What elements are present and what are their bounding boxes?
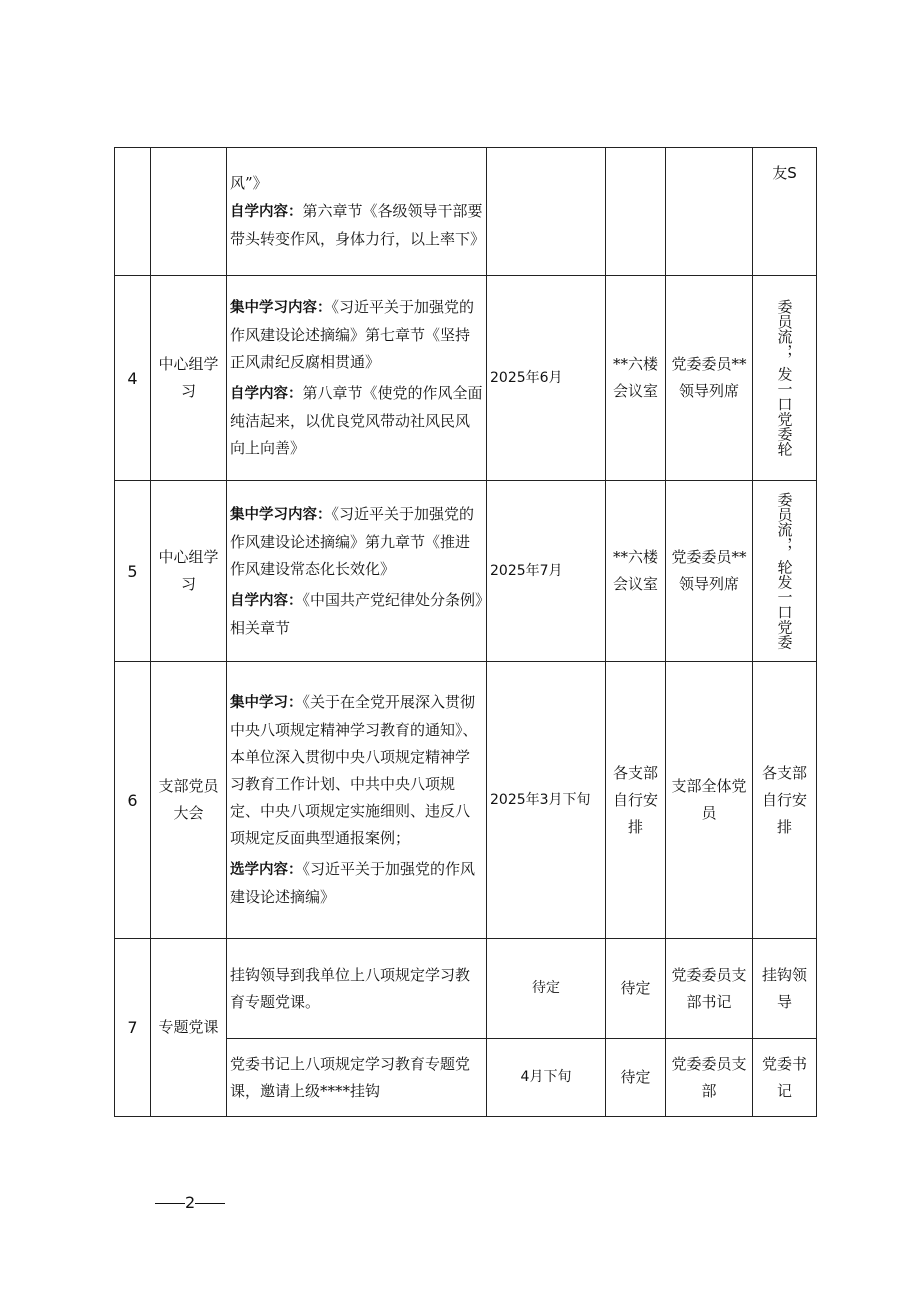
row-participants: 支部全体党员 (666, 662, 753, 939)
content-block: 自学内容：第六章节《各级领导干部要带头转变作风，身体力行，以上率下》 (230, 202, 486, 248)
row-participants: 党委委员支部 (666, 1039, 753, 1117)
row-content: 挂钩领导到我单位上八项规定学习教育专题党课。 (227, 939, 487, 1039)
table-row (115, 481, 817, 662)
row-number: 5 (115, 481, 151, 662)
content-block: 集中学习内容：《习近平关于加强党的作风建设论述摘编》第九章节《推进作风建设常态化长效化》 (230, 504, 475, 578)
row-participants: 党委委员**领导列席 (666, 276, 753, 481)
row-content (227, 148, 487, 276)
row-content: 党委书记上八项规定学习教育专题党课，邀请上级****挂钩 (227, 1039, 487, 1117)
row-place: **六楼会议室 (606, 481, 666, 662)
row-type: 中心组学习 (151, 481, 227, 662)
table-row (115, 276, 817, 481)
row-date: 2025年3月下旬 (487, 662, 606, 939)
page-footer (155, 1193, 225, 1212)
row-participants (666, 148, 753, 276)
content-block: 集中学习：《关于在全党开展深入贯彻中央八项规定精神学习教育的通知》、本单位深入贯彻中央八项规定精神学习教育工作计划、中共中央八项规定、中央八项规定实施细则、违反八项规定反面典型通报案例； (230, 693, 478, 847)
row-date (487, 148, 606, 276)
row-type (151, 148, 227, 276)
page-number: 2 (185, 1193, 196, 1212)
row-place: **六楼会议室 (606, 276, 666, 481)
footer-dash-right (195, 1203, 225, 1204)
row-participants: 党委委员**领导列席 (666, 481, 753, 662)
table-row (115, 148, 817, 276)
footer-dash-left (155, 1203, 185, 1204)
row-content (227, 662, 487, 939)
row-note (753, 276, 817, 481)
row-date: 2025年7月 (487, 481, 606, 662)
row-place: 待定 (606, 1039, 666, 1117)
row-content (227, 276, 487, 481)
row-note: 党委书记 (753, 1039, 817, 1117)
content-block: 自学内容：《中国共产党纪律处分条例》相关章节 (230, 590, 483, 637)
content-block: 选学内容：《习近平关于加强党的作风建设论述摘编》 (230, 860, 476, 906)
row-note: 挂钩领导 (753, 939, 817, 1039)
content-block: 自学内容：第八章节《使党的作风全面纯洁起来，以优良党风带动社风民风向上向善》 (230, 384, 483, 457)
row-date: 2025年6月 (487, 276, 606, 481)
row-note (753, 481, 817, 662)
row-note: 友S (753, 148, 817, 276)
row-place: 待定 (606, 939, 666, 1039)
table-row (115, 939, 817, 1039)
row-number: 6 (115, 662, 151, 939)
row-type: 中心组学习 (151, 276, 227, 481)
row-note: 各支部自行安排 (753, 662, 817, 939)
note-vertical-text: 委员流，，发一口党委轮 (775, 299, 794, 457)
row-date: 待定 (487, 939, 606, 1039)
content-block: 风”》 (230, 174, 268, 192)
row-place: 各支部自行安排 (606, 662, 666, 939)
row-number (115, 148, 151, 276)
row-content (227, 481, 487, 662)
content-block: 集中学习内容：《习近平关于加强党的作风建设论述摘编》第七章节《坚持正风肃纪反腐相贯通》 (230, 298, 475, 371)
row-type: 支部党员大会 (151, 662, 227, 939)
row-participants: 党委委员支部书记 (666, 939, 753, 1039)
study-plan-table (114, 147, 817, 1117)
row-date: 4月下旬 (487, 1039, 606, 1117)
row-place (606, 148, 666, 276)
table-row (115, 662, 817, 939)
row-number: 7 (115, 939, 151, 1117)
row-number: 4 (115, 276, 151, 481)
note-vertical-text: 委员流，，轮发一口党委 (775, 492, 794, 650)
row-type: 专题党课 (151, 939, 227, 1117)
